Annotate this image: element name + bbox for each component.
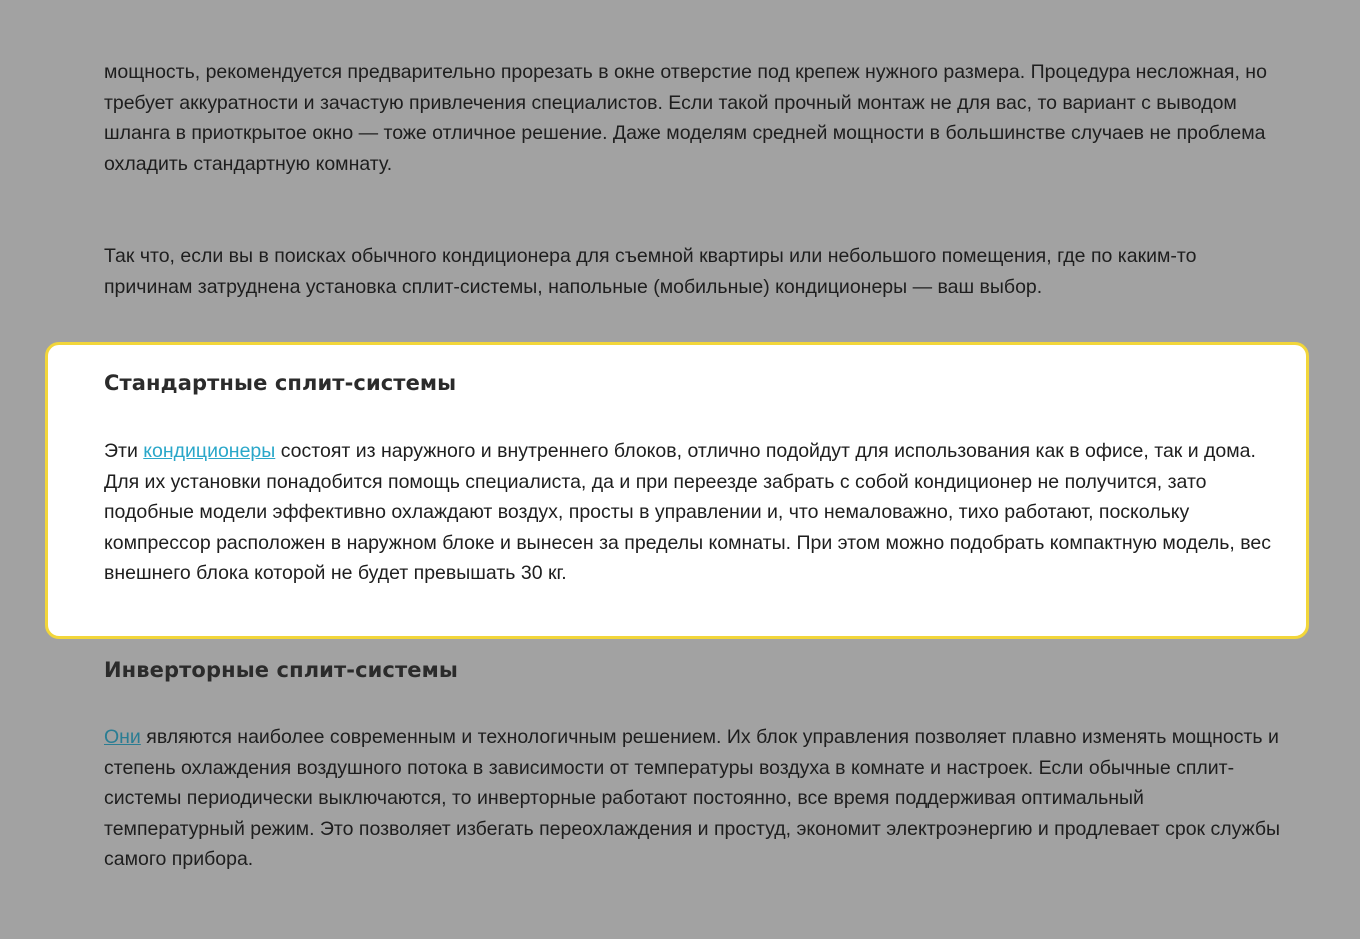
inverter-link[interactable]: Они — [104, 726, 141, 748]
inverter-split-paragraph — [104, 722, 1284, 875]
standard-split-paragraph — [104, 436, 1284, 589]
standard-split-text-after-link: состоят из наружного и внутреннего блоков, отлично подойдут для использования как в офисе, так и дома. Для их установки понадобится помощь специалиста, да и при переезде забрать с собой кондиционер не получится, зато подобные модели эффективно охлаждают воздух, просты в управлении и, что немаловажно, тихо работают, поскольку компрессор расположен в наружном блоке и вынесен за пределы комнаты. При этом можно подобрать компактную модель, вес внешнего блока которой не будет превышать 30 кг. — [104, 440, 1271, 585]
standard-split-heading: Стандартные сплит-системы — [104, 371, 457, 395]
inverter-split-heading: Инверторные сплит-системы — [104, 658, 458, 682]
intro-paragraph: мощность, рекомендуется предварительно прорезать в окне отверстие под крепеж нужного размера. Процедура несложная, но требует аккуратности и зачастую привлечения специалистов. Если такой прочный монтаж не для вас, то вариант с выводом шланга в приоткрытое окно — тоже отличное решение. Даже моделям средней мощности в большинстве случаев не проблема охладить стандартную комнату. — [104, 61, 1267, 175]
air-conditioners-link[interactable]: кондиционеры — [143, 440, 276, 462]
inverter-split-text-after-link: являются наиболее современным и технологичным решением. Их блок управления позволяет плавно изменять мощность и степень охлаждения воздушного потока в зависимости от температуры воздуха в комнате и настроек. Если обычные сплит-системы периодически выключаются, то инверторные работают постоянно, все время поддерживая оптимальный температурный режим. Это позволяет избегать переохлаждения и простуд, экономит электроэнергию и продлевает срок службы самого прибора. — [104, 726, 1281, 871]
summary-paragraph: Так что, если вы в поисках обычного кондиционера для съемной квартиры или небольшого помещения, где по каким-то причинам затруднена установка сплит-системы, напольные (мобильные) кондиционеры — ваш выбор. — [104, 245, 1197, 298]
standard-split-text-before-link: Эти — [104, 440, 144, 462]
